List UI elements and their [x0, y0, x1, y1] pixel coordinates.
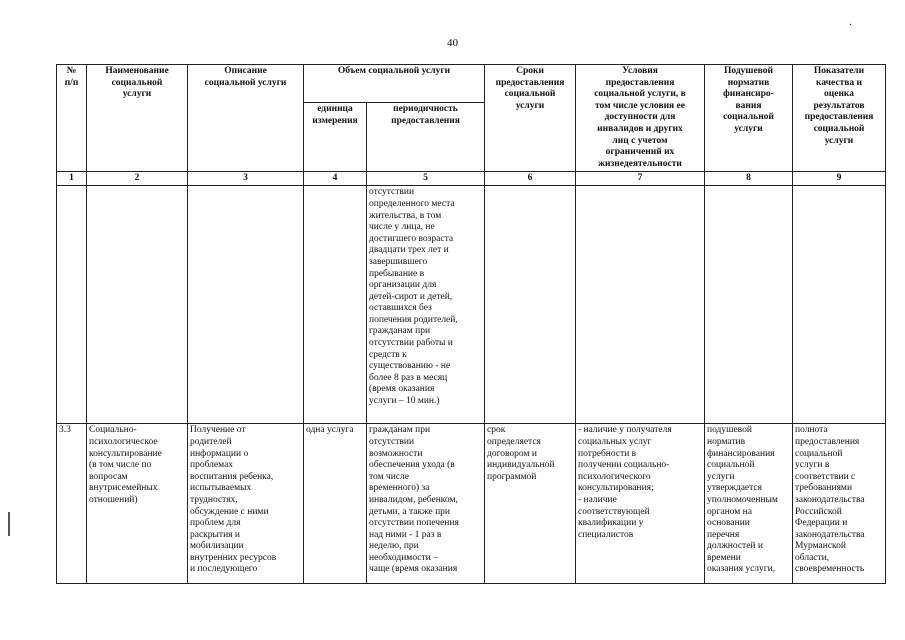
corner-mark: ·	[849, 20, 853, 31]
empty-cell	[793, 186, 886, 424]
periodicity-cell: отсутствии определенного места жительства, в том числе у лица, не достигшего возраста двадцати трех лет и завершившего пребывание в организации для детей-сирот и детей, оставшихся без попечения родителей, гражданам при отсутствии работы и средств к существованию - не более 8 раз в месяц (время оказания услуги – 10 мин.)	[367, 186, 485, 424]
header-unit: единица измерения	[304, 103, 367, 172]
column-number: 1	[57, 172, 87, 186]
terms-cell: срок определяется договором и индивидуальной программой	[485, 424, 576, 584]
column-number: 3	[188, 172, 304, 186]
header-periodicity: периодичность предоставления	[367, 103, 485, 172]
empty-cell	[57, 186, 87, 424]
service-name-cell: Социально- психологическое консультирование (в том числе по вопросам внутрисемейных отношений)	[87, 424, 188, 584]
empty-cell	[576, 186, 705, 424]
header-service-terms: Сроки предоставления социальной услуги	[485, 65, 576, 172]
empty-cell	[87, 186, 188, 424]
table-row-continuation	[57, 186, 886, 424]
conditions-cell: - наличие у получателя социальных услуг потребности в получении социально- психологического консультирования; - наличие соответствующей квалификации у специалистов	[576, 424, 705, 584]
column-number: 8	[705, 172, 793, 186]
quality-cell: полнота предоставления социальной услуги в соответствии с требованиями законодательства Российской Федерации и законодательства Мурманской области, своевременность	[793, 424, 886, 584]
page-number: 40	[447, 37, 458, 49]
services-table	[56, 64, 886, 584]
column-number: 2	[87, 172, 188, 186]
header-financing-normative: Подушевой норматив финансиро- вания социальной услуги	[705, 65, 793, 172]
unit-cell: одна услуга	[304, 424, 367, 584]
scan-edge-mark	[8, 512, 10, 536]
header-service-name: Наименование социальной услуги	[87, 65, 188, 172]
header-row	[57, 65, 886, 103]
header-service-volume: Объем социальной услуги	[304, 65, 485, 103]
column-number: 7	[576, 172, 705, 186]
row-number-cell: 3.3	[57, 424, 87, 584]
column-number: 5	[367, 172, 485, 186]
service-description-cell: Получение от родителей информации о проблемах воспитания ребенка, испытываемых трудностях, обсуждение с ними проблем для раскрытия и мобилизации внутренних ресурсов и последующего	[188, 424, 304, 584]
header-quality-indicators: Показатели качества и оценка результатов предоставления социальной услуги	[793, 65, 886, 172]
table-row-3-3	[57, 424, 886, 584]
column-number: 6	[485, 172, 576, 186]
column-number-row	[57, 172, 886, 186]
header-service-description: Описание социальной услуги	[188, 65, 304, 172]
header-number: № п/п	[57, 65, 87, 172]
empty-cell	[304, 186, 367, 424]
empty-cell	[485, 186, 576, 424]
empty-cell	[188, 186, 304, 424]
empty-cell	[705, 186, 793, 424]
header-service-conditions: Условия предоставления социальной услуги, в том числе условия ее доступности для инвалидов и других лиц с учетом ограничений их жизнедеятельности	[576, 65, 705, 172]
periodicity-cell: гражданам при отсутствии возможности обеспечения ухода (в том числе временного) за инвалидом, ребенком, детьми, а также при отсутствии попечения над ними - 1 раз в неделю, при необходимости – чаще (время оказания	[367, 424, 485, 584]
normative-cell: подушевой норматив финансирования социальной услуги утверждается уполномоченным органом на основании перечня должностей и времени оказания услуги,	[705, 424, 793, 584]
column-number: 4	[304, 172, 367, 186]
column-number: 9	[793, 172, 886, 186]
